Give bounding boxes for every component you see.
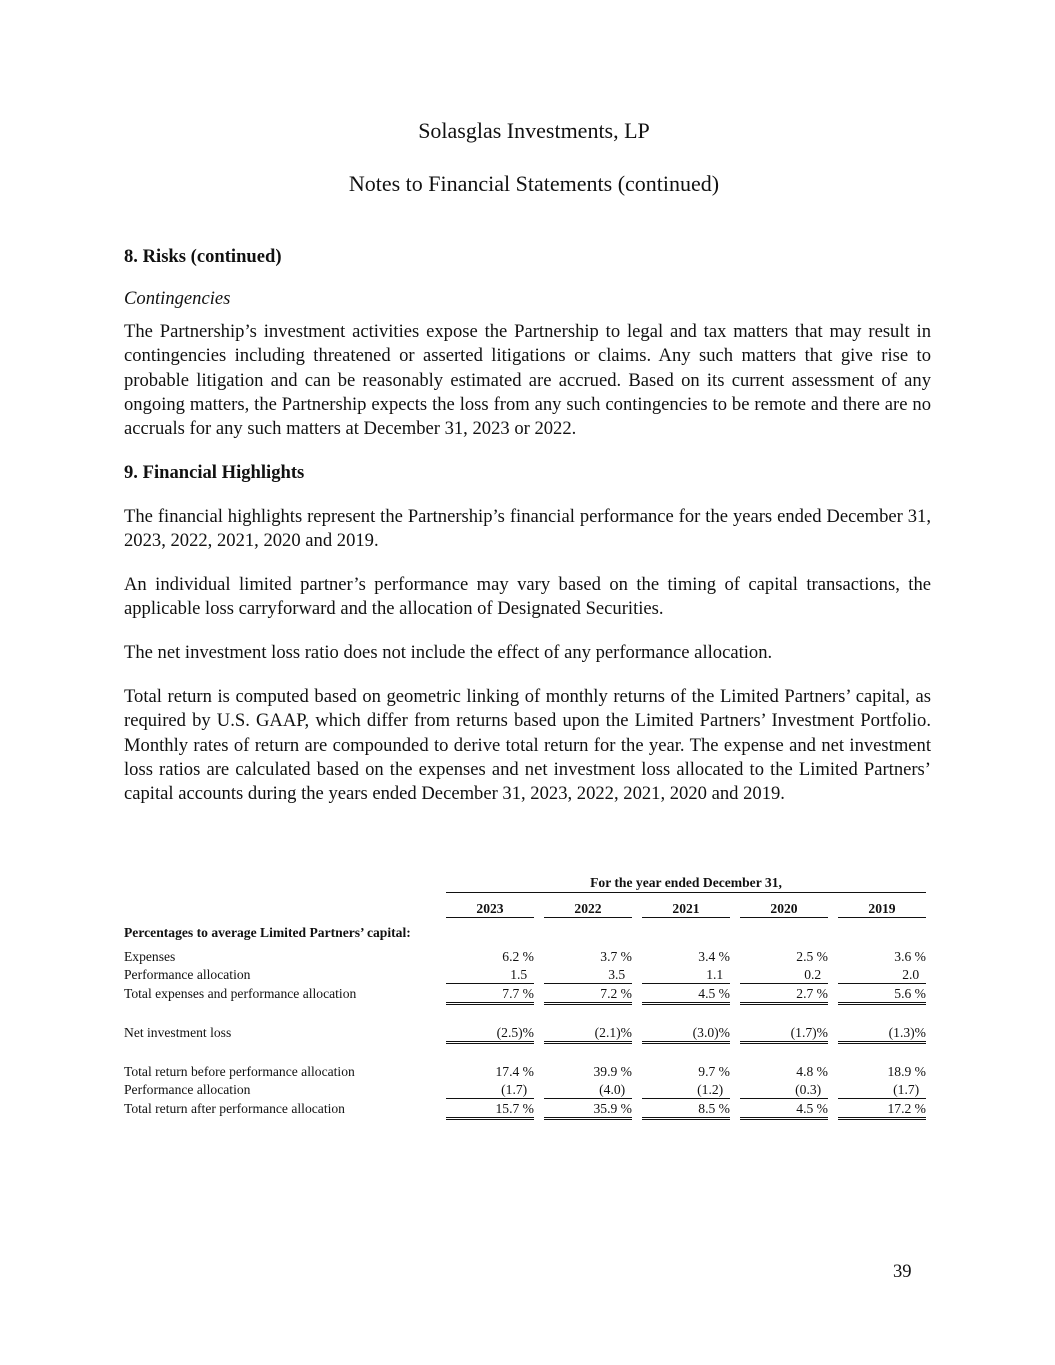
cell-value: 3.6 %	[894, 949, 926, 964]
contingencies-paragraph: The Partnership’s investment activities expose the Partnership to legal and tax matters that may result in contingencies including threatened or asserted litigations or claims. Any such matters that give rise to probable litigation and can be reasonably estimated are accrued. Based on its current assessment of any ongoing matters, the Partnership expects the loss from any such contingencies to be remote and there are no accruals for any such matters at December 31, 2023 or 2022.	[124, 321, 931, 440]
cell-value: 0.2	[740, 966, 828, 984]
cell-value: (1.7)%	[740, 1024, 828, 1044]
cell-value: 1.1	[642, 966, 730, 984]
cell-value: 2.7 %	[740, 985, 828, 1005]
table-section-label-row	[124, 924, 929, 941]
contingencies-subheading: Contingencies	[124, 288, 231, 309]
page-number: 39	[893, 1261, 912, 1282]
company-title: Solasglas Investments, LP	[418, 118, 650, 143]
table-row-total	[124, 1100, 929, 1117]
cell-value: 1.5	[446, 966, 534, 984]
row-label: Performance allocation	[124, 1082, 251, 1097]
cell-value: 3.4 %	[698, 949, 730, 964]
cell-value: 2.5 %	[796, 949, 828, 964]
cell-value: (4.0)	[544, 1081, 632, 1099]
cell-value: (1.2)	[642, 1081, 730, 1099]
column-header-2022: 2022	[544, 900, 632, 918]
cell-value: 9.7 %	[698, 1064, 730, 1079]
row-label: Performance allocation	[124, 967, 251, 982]
table-row-net-investment-loss	[124, 1024, 929, 1041]
section-9-heading	[124, 461, 931, 485]
cell-value: (3.0)%	[642, 1024, 730, 1044]
cell-value: 8.5 %	[642, 1100, 730, 1120]
cell-value: 5.6 %	[838, 985, 926, 1005]
cell-value: (2.5)%	[446, 1024, 534, 1044]
cell-value: 4.8 %	[796, 1064, 828, 1079]
cell-value: 2.0	[838, 966, 926, 984]
row-label: Total expenses and performance allocation	[124, 986, 357, 1001]
section-8-heading	[124, 245, 931, 269]
table-row	[124, 948, 929, 965]
highlights-paragraph-1: The financial highlights represent the Partnership’s financial performance for the years ended December 31, 2023, 2022, 2021, 2020 and 2019.	[124, 506, 931, 552]
cell-value: 4.5 %	[642, 985, 730, 1005]
table-row	[124, 1063, 929, 1080]
cell-value: 35.9 %	[544, 1100, 632, 1120]
cell-value: 17.2 %	[838, 1100, 926, 1120]
cell-value: 3.7 %	[600, 949, 632, 964]
cell-value: 17.4 %	[495, 1064, 534, 1079]
row-label: Expenses	[124, 949, 176, 964]
row-label: Net investment loss	[124, 1025, 232, 1040]
column-header-2019: 2019	[838, 900, 926, 918]
cell-value: 18.9 %	[887, 1064, 926, 1079]
cell-value: 15.7 %	[446, 1100, 534, 1120]
table-group-header: For the year ended December 31,	[446, 874, 926, 893]
section-heading: 9. Financial Highlights	[124, 462, 305, 483]
section-heading: 8. Risks (continued)	[124, 246, 282, 267]
section-label: Percentages to average Limited Partners’ capital:	[124, 925, 411, 940]
table-row	[124, 966, 929, 983]
table-row	[124, 1081, 929, 1098]
highlights-paragraph-3: The net investment loss ratio does not include the effect of any performance allocation.	[124, 642, 773, 663]
cell-value: 7.2 %	[544, 985, 632, 1005]
column-header-2020: 2020	[740, 900, 828, 918]
cell-value: 4.5 %	[740, 1100, 828, 1120]
cell-value: (0.3)	[740, 1081, 828, 1099]
row-label: Total return before performance allocation	[124, 1064, 355, 1079]
cell-value: (2.1)%	[544, 1024, 632, 1044]
highlights-paragraph-2: An individual limited partner’s performance may vary based on the timing of capital transactions, the applicable loss carryforward and the allocation of Designated Securities.	[124, 574, 931, 620]
row-label: Total return after performance allocation	[124, 1101, 345, 1116]
cell-value: 39.9 %	[593, 1064, 632, 1079]
highlights-paragraph-4: Total return is computed based on geometric linking of monthly returns of the Limited Partners’ capital, as required by U.S. GAAP, which differ from returns based upon the Limited Partners’ Investment Portfolio. Monthly rates of return are compounded to derive total return for the year. The expense and net investment loss ratios are calculated based on the expenses and net investment loss allocated to the Limited Partners’ capital accounts during the years ended December 31, 2023, 2022, 2021, 2020 and 2019.	[124, 686, 931, 805]
column-header-2023: 2023	[446, 900, 534, 918]
table-row-total	[124, 985, 929, 1002]
cell-value: (1.7)	[838, 1081, 926, 1099]
table-header-row	[124, 900, 929, 917]
cell-value: 7.7 %	[446, 985, 534, 1005]
column-header-2021: 2021	[642, 900, 730, 918]
document-subtitle: Notes to Financial Statements (continued)	[348, 171, 720, 196]
cell-value: (1.3)%	[838, 1024, 926, 1044]
cell-value: 6.2 %	[502, 949, 534, 964]
cell-value: (1.7)	[446, 1081, 534, 1099]
cell-value: 3.5	[544, 966, 632, 984]
